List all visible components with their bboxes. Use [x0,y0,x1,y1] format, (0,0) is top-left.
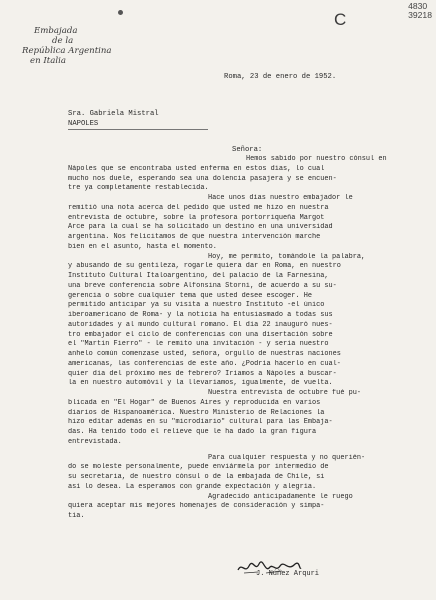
body-line: la en nuestro automóvil y la llevaríamos, igualmente, de vuelta. [68,379,333,388]
body-line: remitió una nota acerca del pedido que usted me hizo en nuestra [68,203,329,212]
body-line: iberoamericano de Roma- y la noticia ha entusiasmado a todas sus [68,311,333,319]
body-line: mucho nos duele, esperando sea una dolencia pasajera y se encuen- [68,174,337,183]
body-line: así lo desea. La esperamos con grande expectación y alegría. [68,482,317,491]
recipient-block [68,110,159,129]
body-line: su secretaria, de nuestro cónsul o de la embajada de Chile, si [68,473,325,481]
ink-dot-mark [118,10,123,15]
body-line: argentina. Nos felicitamos de que nuestra intervención marche [68,233,321,241]
letterhead [22,26,142,66]
body-line: blicada en "El Hogar" de Buenos Aires y reproducida en varios [68,398,321,407]
archive-stamp-line-1: 4830 [408,1,428,11]
archive-stamp-line-2: 39218 [408,10,432,20]
signer-name: J. Núñez Arquri [256,570,320,578]
body-line: autoridades y al mundo cultural romano. El día 22 inauguró nues- [68,320,333,329]
body-line: tro embajador el ciclo de conferencias con una disertación sobre [68,330,333,339]
recipient-underline [68,129,208,130]
letterhead-line-1: Embajada [34,26,78,36]
body-line: gerencia o sobre cualquier tema que usted desee escoger. He [68,291,312,300]
body-line: Hace unos días nuestro embajador le [208,194,353,202]
body-line: quier día del próximo mes de febrero? Iríamos a Nápoles a buscar- [68,369,337,378]
recipient-name: Sra. Gabriela Mistral [68,110,159,118]
salutation: Señora: [232,146,263,154]
body-line: entrevistada. [68,437,122,446]
body-line: Nuestra entrevista de octubre fué pu- [208,389,361,397]
body-line: entrevista de octubre, sobre la profesora portorriqueña Margot [68,213,325,222]
body-line: Instituto Cultural Italoargentino, del palacio de la Farnesina, [68,272,329,280]
body-line: Arce para la cual se ha solicitado un destino en una universidad [68,223,333,232]
corner-c-mark: C [334,10,347,29]
body-line: bien en el asunto, hasta el momento. [68,242,217,251]
body-line: y abusando de su gentileza, rogarle quiera dar en Roma, en nuestro [68,262,341,271]
body-line: diarios de Hispanoamérica. Nuestro Ministerio de Relaciones la [68,408,325,417]
letterhead-line-3: República Argentina [22,46,112,56]
body-line: americanas, las conferencias de este año. ¿Podría hacerlo en cual- [68,359,341,368]
body-line: hizo editar además en su "microdiario" cultural para las Embaja- [68,418,333,427]
body-line: Para cualquier respuesta y no querién- [208,453,366,462]
body-line: Hoy, me permito, tomándole la palabra, [208,252,366,261]
body-line: anhelo común comenzase usted, señora, orgullo de nuestras naciones [68,350,341,358]
archive-stamp [408,2,432,20]
body-line: das. Ha tenido todo el relieve que le ha dado la gran figura [68,428,317,436]
body-line: quiera aceptar mis mejores homenajes de consideración y simpa- [68,502,325,511]
body-line: do se moleste personalmente, puede enviármela por intermedio de [68,463,329,472]
letter-body [68,155,423,522]
letterhead-line-4: en Italia [30,56,66,66]
body-line: una breve conferencia sobre Alfonsina Storni, de acuerdo a su su- [68,281,337,290]
body-line: tía. [68,512,85,520]
date-line: Roma, 23 de enero de 1952. [224,73,337,81]
body-line: tre ya completamente restablecida. [68,184,209,193]
recipient-city: NAPOLES [68,119,99,128]
body-line: Agradecido anticipadamente le ruego [208,492,353,501]
letterhead-line-2: de la [52,36,74,46]
body-line: Hemos sabido por nuestro cónsul en [246,155,387,163]
body-line: el "Martín Fierro" - le remito una invitación - y sería nuestro [68,340,329,349]
body-line: permitido anticipar ya su visita a nuestro Instituto -el único [68,301,325,310]
body-line: Nápoles que se encontraba usted enferma en estos días, lo cual [68,164,325,173]
